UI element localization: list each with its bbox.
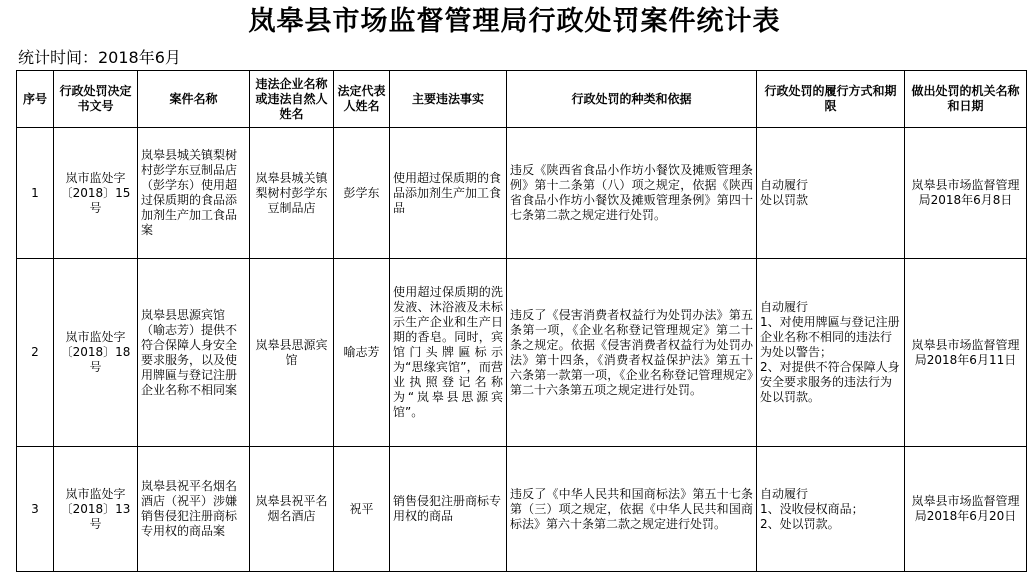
cell-org: 岚皋县市场监督管理局2018年6月8日 [905,128,1027,259]
cell-facts: 使用超过保质期的食品添加剂生产加工食品 [390,128,507,259]
cell-basis: 违反《陕西省食品小作坊小餐饮及摊贩管理条例》第十二条第（八）项之规定，依据《陕西省食品小作坊小餐饮及摊贩管理条例》第四十七条第二款之规定进行处罚。 [507,128,757,259]
header-doc: 行政处罚决定书文号 [54,71,138,128]
cell-facts: 销售侵犯注册商标专用权的商品 [390,447,507,572]
table-row [17,128,1027,259]
header-rep: 法定代表人姓名 [334,71,390,128]
cell-party: 岚皋县祝平名烟名酒店 [250,447,334,572]
table-row [17,259,1027,447]
header-method: 行政处罚的履行方式和期限 [757,71,905,128]
cell-doc: 岚市监处字〔2018〕18号 [54,259,138,447]
cell-basis: 违反了《侵害消费者权益行为处罚办法》第五条第一项，《企业名称登记管理规定》第二十条之规定。依据《侵害消费者权益行为处罚办法》第十四条，《消费者权益保护法》第五十六条第一款第一项，《企业名称登记管理规定》第二十六条第五项之规定进行处罚。 [507,259,757,447]
penalty-table [16,70,1027,572]
cell-case: 岚皋县城关镇梨树村彭学东豆制品店（彭学东）使用超过保质期的食品添加剂生产加工食品案 [138,128,250,259]
header-basis: 行政处罚的种类和依据 [507,71,757,128]
cell-method: 自动履行 1、对使用牌匾与登记注册企业名称不相同的违法行为处以警告； 2、对提供不符合保障人身安全要求服务的违法行为处以罚款。 [757,259,905,447]
header-org: 做出处罚的机关名称和日期 [905,71,1027,128]
cell-party: 岚皋县城关镇梨树村彭学东豆制品店 [250,128,334,259]
cell-no: 2 [17,259,54,447]
cell-doc: 岚市监处字〔2018〕13号 [54,447,138,572]
cell-case: 岚皋县思源宾馆（喻志芳）提供不符合保障人身安全要求服务，以及使用牌匾与登记注册企业名称不相同案 [138,259,250,447]
stat-time: 统计时间：2018年6月 [18,48,181,67]
header-row [17,71,1027,128]
header-case: 案件名称 [138,71,250,128]
cell-doc: 岚市监处字〔2018〕15号 [54,128,138,259]
cell-no: 3 [17,447,54,572]
header-no: 序号 [17,71,54,128]
cell-rep: 喻志芳 [334,259,390,447]
header-facts: 主要违法事实 [390,71,507,128]
cell-method: 自动履行 处以罚款 [757,128,905,259]
cell-rep: 彭学东 [334,128,390,259]
cell-rep: 祝平 [334,447,390,572]
cell-method: 自动履行 1、没收侵权商品； 2、处以罚款。 [757,447,905,572]
page-title: 岚皋县市场监督管理局行政处罚案件统计表 [248,6,781,37]
cell-facts: 使用超过保质期的洗发液、沐浴液及未标示生产企业和生产日期的香皂。同时，宾馆门头牌匾标示为“思缘宾馆”，而营业执照登记名称为“岚皋县思源宾馆”。 [390,259,507,447]
cell-basis: 违反了《中华人民共和国商标法》第五十七条第（三）项之规定，依据《中华人民共和国商标法》第六十条第二款之规定进行处罚。 [507,447,757,572]
table-row [17,447,1027,572]
cell-case: 岚皋县祝平名烟名酒店（祝平）涉嫌销售侵犯注册商标专用权的商品案 [138,447,250,572]
header-party: 违法企业名称或违法自然人姓名 [250,71,334,128]
cell-party: 岚皋县思源宾馆 [250,259,334,447]
cell-org: 岚皋县市场监督管理局2018年6月11日 [905,259,1027,447]
cell-org: 岚皋县市场监督管理局2018年6月20日 [905,447,1027,572]
cell-no: 1 [17,128,54,259]
